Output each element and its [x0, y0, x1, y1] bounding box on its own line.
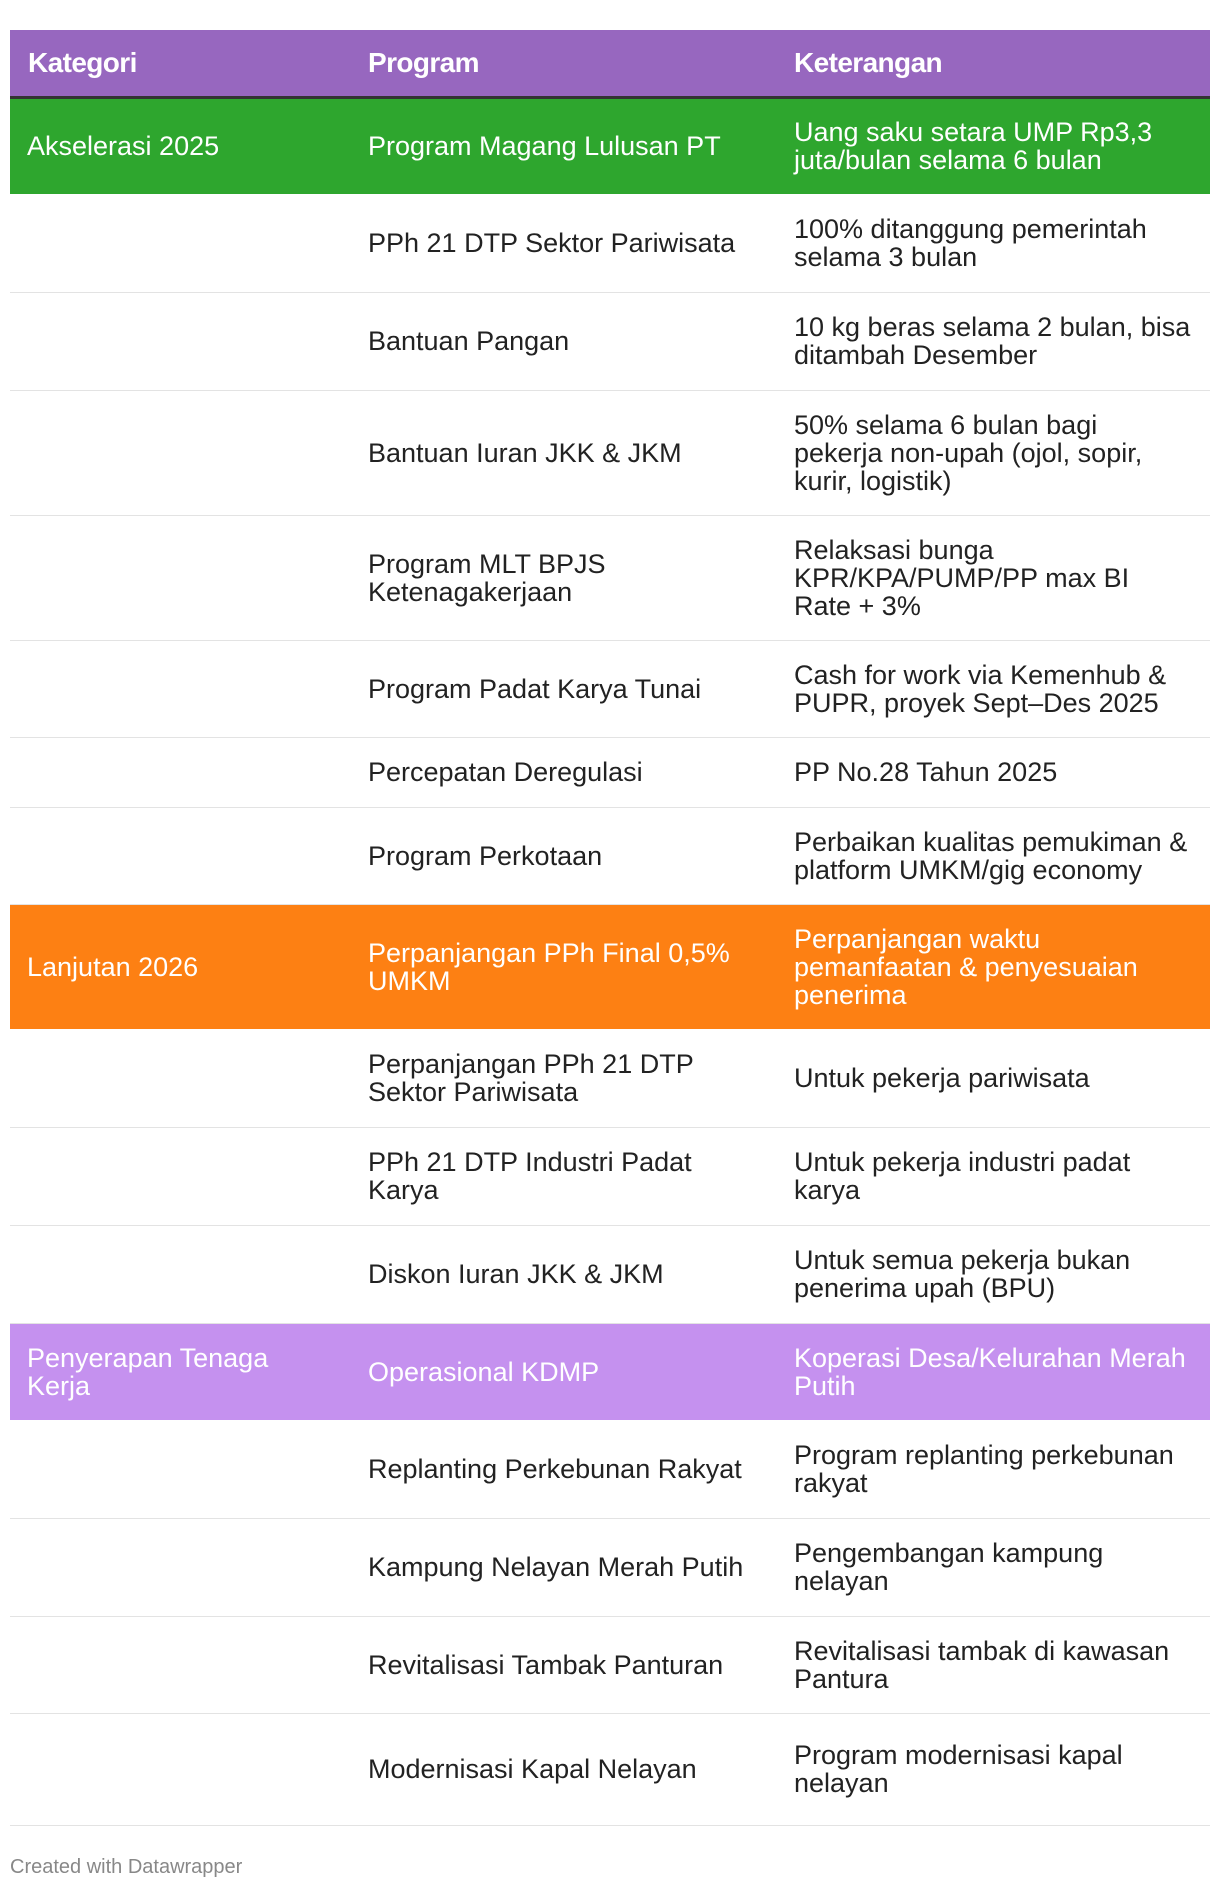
table-body: [10, 97, 1210, 1825]
keterangan-cell: Untuk pekerja pariwisata: [776, 1029, 1210, 1127]
keterangan-cell: Relaksasi bunga KPR/KPA/PUMP/PP max BI Rate + 3%: [776, 515, 1210, 640]
keterangan-cell: Uang saku setara UMP Rp3,3 juta/bulan selama 6 bulan: [794, 117, 1153, 176]
kategori-cell: [10, 1713, 350, 1825]
keterangan-cell: PP No.28 Tahun 2025: [776, 737, 1210, 807]
table-row: [10, 194, 1210, 292]
program-cell: Replanting Perkebunan Rakyat: [350, 1420, 776, 1518]
column-header-keterangan[interactable]: Keterangan: [776, 30, 1210, 97]
keterangan-cell: 50% selama 6 bulan bagi pekerja non-upah (ojol, sopir, kurir, logistik): [776, 390, 1210, 515]
data-table: [10, 30, 1210, 1826]
program-cell: Program Magang Lulusan PT: [368, 131, 721, 162]
table-row: [10, 1713, 1210, 1825]
program-cell: Bantuan Pangan: [350, 292, 776, 390]
keterangan-cell: Program replanting perkebunan rakyat: [776, 1420, 1210, 1518]
kategori-cell: [10, 515, 350, 640]
program-cell: Modernisasi Kapal Nelayan: [350, 1713, 776, 1825]
keterangan-cell: Pengembangan kampung nelayan: [776, 1518, 1210, 1616]
keterangan-cell: 10 kg beras selama 2 bulan, bisa ditambah Desember: [776, 292, 1210, 390]
table-row: [10, 1420, 1210, 1518]
keterangan-cell: Perpanjangan waktu pemanfaatan & penyesuaian penerima: [794, 923, 1138, 1010]
program-table: [10, 30, 1210, 1826]
table-header-row: [10, 30, 1210, 97]
kategori-cell: Penyerapan Tenaga Kerja: [27, 1342, 269, 1401]
table-row: [10, 1518, 1210, 1616]
kategori-cell: [10, 1420, 350, 1518]
program-cell: Program MLT BPJS Ketenagakerjaan: [350, 515, 776, 640]
table-row: [10, 1225, 1210, 1323]
kategori-cell: [10, 1225, 350, 1323]
program-cell: Revitalisasi Tambak Panturan: [350, 1616, 776, 1713]
table-row: [10, 640, 1210, 737]
program-cell: PPh 21 DTP Industri Padat Karya: [350, 1127, 776, 1225]
keterangan-cell: Program modernisasi kapal nelayan: [776, 1713, 1210, 1825]
table-row: [10, 292, 1210, 390]
kategori-cell: [10, 1616, 350, 1713]
kategori-cell: [10, 194, 350, 292]
table-row: [10, 515, 1210, 640]
kategori-cell: [10, 1127, 350, 1225]
kategori-cell: [10, 1518, 350, 1616]
keterangan-cell: Perbaikan kualitas pemukiman & platform UMKM/gig economy: [776, 807, 1210, 904]
kategori-cell: [10, 807, 350, 904]
program-cell: Diskon Iuran JKK & JKM: [350, 1225, 776, 1323]
column-header-kategori[interactable]: Kategori: [10, 30, 350, 97]
table-row: [10, 1323, 1210, 1420]
table-row: [10, 737, 1210, 807]
program-cell: Bantuan Iuran JKK & JKM: [350, 390, 776, 515]
program-cell: Perpanjangan PPh 21 DTP Sektor Pariwisata: [350, 1029, 776, 1127]
program-cell: Program Perkotaan: [350, 807, 776, 904]
kategori-cell: Lanjutan 2026: [27, 951, 199, 982]
column-header-program[interactable]: Program: [350, 30, 776, 97]
program-cell: Perpanjangan PPh Final 0,5% UMKM: [368, 937, 730, 996]
program-cell: PPh 21 DTP Sektor Pariwisata: [350, 194, 776, 292]
keterangan-cell: Revitalisasi tambak di kawasan Pantura: [776, 1616, 1210, 1713]
program-cell: Program Padat Karya Tunai: [350, 640, 776, 737]
kategori-cell: [10, 292, 350, 390]
program-cell: Kampung Nelayan Merah Putih: [350, 1518, 776, 1616]
table-row: [10, 807, 1210, 904]
datawrapper-credit[interactable]: Created with Datawrapper: [10, 1856, 243, 1878]
keterangan-cell: Cash for work via Kemenhub & PUPR, proyek Sept–Des 2025: [776, 640, 1210, 737]
table-row: [10, 1029, 1210, 1127]
table-row: [10, 904, 1210, 1029]
program-cell: Operasional KDMP: [368, 1356, 600, 1387]
kategori-cell: [10, 640, 350, 737]
program-cell: Percepatan Deregulasi: [350, 737, 776, 807]
keterangan-cell: Untuk pekerja industri padat karya: [776, 1127, 1210, 1225]
kategori-cell: [10, 390, 350, 515]
table-row: [10, 97, 1210, 194]
keterangan-cell: Koperasi Desa/Kelurahan Merah Putih: [794, 1342, 1186, 1401]
kategori-cell: [10, 1029, 350, 1127]
keterangan-cell: Untuk semua pekerja bukan penerima upah (BPU): [776, 1225, 1210, 1323]
table-row: [10, 1616, 1210, 1713]
kategori-cell: [10, 737, 350, 807]
table-row: [10, 1127, 1210, 1225]
table-row: [10, 390, 1210, 515]
keterangan-cell: 100% ditanggung pemerintah selama 3 bulan: [776, 194, 1210, 292]
kategori-cell: Akselerasi 2025: [27, 131, 220, 162]
